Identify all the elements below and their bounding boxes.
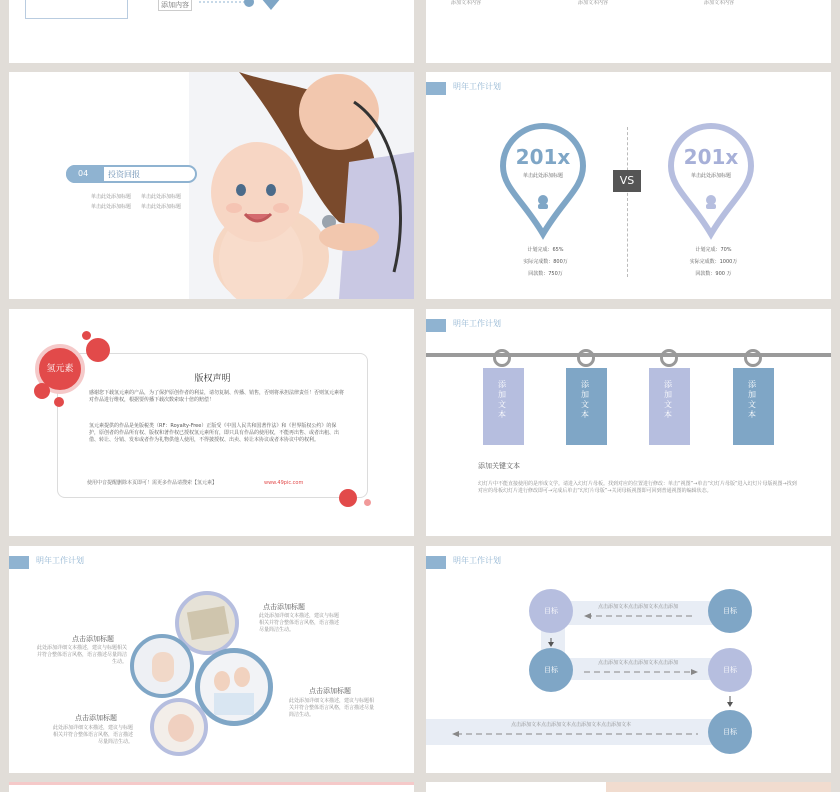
baby-photo — [9, 72, 414, 299]
slide-title: 明年工作计划 — [453, 556, 501, 565]
block-text: 此处添加详细文本描述，建议与标题相关并符合整体语言风格，语言描述尽量简洁生动。 — [289, 698, 375, 718]
left-pin — [498, 122, 588, 242]
slide-tags[interactable] — [426, 309, 831, 536]
block-title: 点击添加标题 — [75, 714, 117, 722]
copyright-footer: 使用中音提醒删除本页即可！需更多作品请搜索【氢元素】 — [87, 480, 218, 486]
stat: 回款数：900 万 — [695, 271, 732, 277]
copyright-p1: 感谢您下载氢元素的产品，为了保护原创作者的利益，请勿复制、传播、销售，否则将承担法律责任！否则氢元素将对作品进行维权，根据要传播下载次数索取十倍的赔偿！ — [89, 390, 345, 403]
bullet-item: 单击此处添加标题 — [91, 204, 132, 210]
header-bar — [9, 556, 29, 569]
text-frame — [25, 0, 128, 19]
slide-circles[interactable] — [9, 546, 414, 773]
tag-ring — [577, 349, 595, 367]
slide-baby[interactable] — [9, 72, 414, 299]
photo-circle-left — [130, 634, 194, 698]
bullet-item: 单击此处添加标题 — [141, 194, 182, 200]
stat: 计划完成：70% — [695, 247, 732, 253]
goal-node-label: 目标 — [723, 728, 737, 736]
logo-text: 氢元素 — [46, 364, 74, 374]
tag-ring — [493, 349, 511, 367]
section-tag — [66, 165, 197, 183]
stat: 实际完成数：1000万 — [689, 259, 738, 265]
dot-pink-6 — [364, 499, 371, 506]
tag-label: 添加文本 — [748, 380, 756, 419]
left-sub: 单击此处添加标题 — [522, 173, 563, 179]
goal-node-label: 目标 — [723, 607, 737, 615]
block-title: 点击添加标题 — [263, 603, 305, 611]
block-text: 此处添加详细文本描述，建议与标题相关并符合整体语言风格，语言描述尽量简洁生动。 — [259, 613, 340, 633]
slide-2-partial[interactable] — [426, 0, 831, 63]
block-title: 点击添加标题 — [72, 635, 114, 643]
hanging-rod — [426, 353, 831, 357]
copyright-url[interactable]: www.49pic.com — [264, 480, 304, 486]
body-text: 幻灯片中不能直接使用的是形成文学。请进入幻灯片母板。找到对应的位置进行修改：单击“视图”→单击“幻灯片母版”进入幻灯片母版视图→找到对应的母板幻灯片进行修改即可→完成后单击“幻灯片母版”→关闭母板视图即可回到普通视图的编辑状态。 — [478, 481, 797, 494]
tag-label: 添加文本 — [581, 380, 589, 419]
tag-label: 添加文本 — [498, 380, 506, 419]
copyright-title: 版权声明 — [194, 374, 231, 384]
hanging-tag[interactable] — [566, 368, 607, 445]
section-tag-num: 04 — [78, 169, 89, 178]
tag-ring — [744, 349, 762, 367]
divider-dashed — [627, 127, 628, 277]
header-bar — [426, 319, 446, 332]
connector-line — [189, 0, 309, 16]
block-title: 点击添加标题 — [309, 687, 351, 695]
right-sub: 单击此处添加标题 — [690, 173, 731, 179]
slide-9-partial[interactable] — [9, 782, 414, 792]
stat: 计划完成：65% — [527, 247, 564, 253]
dot-red-2 — [82, 331, 91, 340]
header-bar — [426, 82, 446, 95]
goal-node-label: 目标 — [544, 666, 558, 674]
right-stats — [666, 244, 761, 280]
dot-red-4 — [54, 397, 64, 407]
slide-title: 明年工作计划 — [36, 556, 84, 565]
block-text: 此处添加详细文本描述，建议与标题相关并符合整体语言风格，语言描述尽量简洁生动。 — [37, 645, 128, 665]
photo-circle-center — [195, 648, 273, 726]
goal-node-label: 目标 — [723, 666, 737, 674]
slide-copyright[interactable] — [9, 309, 414, 536]
stat: 实际完成数：800万 — [523, 259, 568, 265]
hanging-tag[interactable] — [483, 368, 524, 445]
partial-text-2: 添加文本内容 — [578, 0, 609, 6]
left-big: 201x — [515, 145, 571, 169]
slide-title: 明年工作计划 — [453, 319, 501, 328]
vs-badge: VS — [613, 170, 641, 192]
goal-node-label: 目标 — [544, 607, 558, 615]
section-tag-title: 投资回报 — [108, 170, 140, 179]
hanging-tag[interactable] — [733, 368, 774, 445]
left-stats — [498, 244, 593, 280]
slide-1-partial[interactable] — [9, 0, 414, 63]
partial-photo — [606, 782, 831, 792]
right-pin — [666, 122, 756, 242]
block-text: 此处添加详细文本描述，建议与标题相关并符合整体语言风格，语言描述尽量简洁生动。 — [52, 725, 133, 745]
dot-red-5 — [339, 489, 357, 507]
hanging-tag[interactable] — [649, 368, 690, 445]
tag-label: 添加文本 — [664, 380, 672, 419]
slide-vs[interactable] — [426, 72, 831, 299]
copyright-p2: 氢元素提供的作品是免版税类（RF：Royalty-Free）正版受《中国人民共和国著作法》和《世界版权公约》的保护，原创者的作品所有权、版权和著作权已授权氢元素所有，即只具有作品的使用权，不能再出售、或者出租、出借、转让、分销、发布或者作为礼物供他人使用，不得披授权、出卖、转让本协议或者本协议中的权利。 — [89, 423, 340, 443]
keyword-title: 添加关键文本 — [478, 462, 520, 470]
right-big: 201x — [683, 145, 739, 169]
partial-text-3: 添加文本内容 — [704, 0, 735, 6]
dot-red-3 — [34, 383, 50, 399]
arrow-text: 点击添加文本点击添加文本点击添加 — [598, 660, 679, 666]
partial-accent — [9, 782, 414, 785]
bottom-arrow-text: 点击添加文本点击添加文本点击添加文本点击添加文本 — [511, 722, 632, 728]
arrow-text: 点击添加文本点击添加文本点击添加 — [598, 604, 679, 610]
tag-ring — [660, 349, 678, 367]
photo-circle-bottom — [150, 698, 208, 756]
dot-red-1 — [86, 338, 110, 362]
stat: 回款数：750万 — [528, 271, 563, 277]
slide-10-partial[interactable] — [426, 782, 831, 792]
content-label: 添加内容 — [158, 0, 192, 11]
slide-title: 明年工作计划 — [453, 82, 501, 91]
bullet-item: 单击此处添加标题 — [141, 204, 182, 210]
partial-text-1: 添加文本内容 — [451, 0, 482, 6]
slide-flow[interactable] — [426, 546, 831, 773]
bullet-list — [91, 194, 191, 211]
bullet-item: 单击此处添加标题 — [91, 194, 132, 200]
